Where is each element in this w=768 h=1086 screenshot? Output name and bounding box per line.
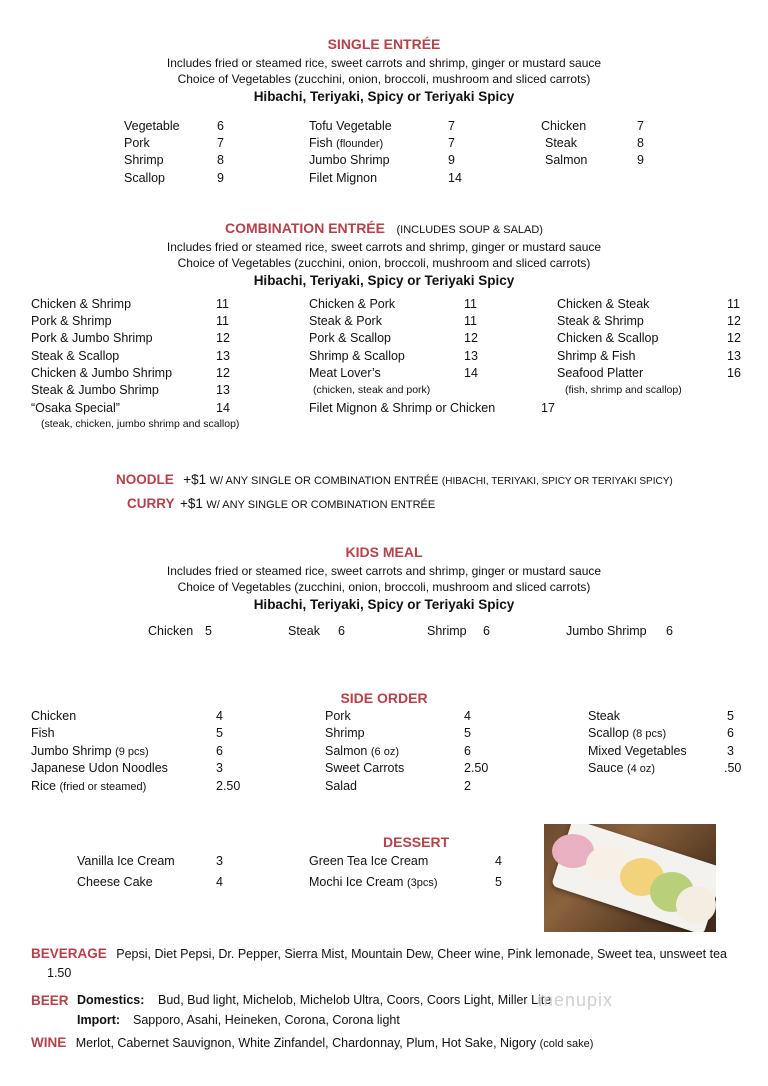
noodle-upcharge <box>116 472 673 487</box>
menu-item-price: 5 <box>216 726 223 740</box>
menu-item-price: 7 <box>448 119 455 133</box>
noodle-price: +$1 <box>183 472 207 487</box>
single-entree-title: SINGLE ENTRÉE <box>327 36 441 52</box>
menu-item-name: Shrimp <box>124 153 164 167</box>
menu-item-name: Shrimp & Scallop <box>309 349 405 363</box>
wine-list: Merlot, Cabernet Sauvignon, White Zinfandel, Chardonnay, Plum, Hot Sake, Nigory <box>75 1036 537 1050</box>
menu-item-name: Chicken & Jumbo Shrimp <box>31 366 173 380</box>
menu-item-name: Jumbo Shrimp <box>309 153 390 167</box>
menu-item-name: Salmon <box>545 153 588 167</box>
menu-item-name: Pork <box>124 136 150 150</box>
menu-item-label: Scallop <box>588 726 629 740</box>
menu-item-name <box>588 726 666 740</box>
menu-item-note: (4 oz) <box>626 763 656 775</box>
menu-item-name: Shrimp <box>427 624 467 638</box>
menu-item-price: 11 <box>464 297 477 311</box>
menu-item-price: 5 <box>464 726 471 740</box>
noodle-text: W/ ANY SINGLE OR COMBINATION ENTRÉE <box>209 475 439 487</box>
menu-item-name: Pork <box>325 709 351 723</box>
menu-item-name: Chicken <box>148 624 194 638</box>
single-entree-desc-2: Choice of Vegetables (zucchini, onion, broccoli, mushroom and sliced carrots) <box>177 72 591 86</box>
menu-item-price: 9 <box>217 171 224 185</box>
menu-item-price: 14 <box>448 171 462 185</box>
menu-item-price: 5 <box>727 709 734 723</box>
menu-item-price: 6 <box>338 624 345 638</box>
menu-item-name: Vegetable <box>124 119 180 133</box>
wine-line <box>31 1035 593 1050</box>
beverage-label: BEVERAGE <box>31 946 107 961</box>
menu-item-name: Steak <box>545 136 577 150</box>
menu-item-price: 7 <box>637 119 644 133</box>
menu-item-price: 5 <box>495 875 502 889</box>
menu-item-price: 13 <box>216 349 230 363</box>
menu-item-price: 6 <box>483 624 490 638</box>
beer-label: BEER <box>31 993 69 1008</box>
combo-entree-desc-1: Includes fried or steamed rice, sweet carrots and shrimp, ginger or mustard sauce <box>166 240 602 254</box>
kids-meal-title: KIDS MEAL <box>345 544 423 560</box>
menu-item-price: 6 <box>464 744 471 758</box>
menu-item-label: Salmon <box>325 744 368 758</box>
menu-item-name: Pork & Scallop <box>309 331 391 345</box>
menu-item-price: 4 <box>216 875 223 889</box>
dessert-title: DESSERT <box>383 834 450 850</box>
curry-price: +$1 <box>180 496 203 511</box>
beverage-list: Pepsi, Diet Pepsi, Dr. Pepper, Sierra Mist, Mountain Dew, Cheer wine, Pink lemonade, Sweet tea, unsweet tea <box>116 947 727 961</box>
curry-text: W/ ANY SINGLE OR COMBINATION ENTRÉE <box>206 499 436 511</box>
menu-item-name: “Osaka Special” <box>31 401 120 415</box>
menu-item-note: (9 pcs) <box>115 746 149 758</box>
menu-item-note: (8 pcs) <box>632 728 667 740</box>
menu-item-name: Filet Mignon & Shrimp or Chicken <box>309 401 496 415</box>
menu-item-price: 9 <box>637 153 644 167</box>
menu-item-price: 4 <box>495 854 502 868</box>
menu-item-price: 6 <box>727 726 734 740</box>
menu-item-price: 11 <box>727 297 740 311</box>
menu-item-label: Jumbo Shrimp <box>31 744 112 758</box>
menu-item-name: Cheese Cake <box>77 875 153 889</box>
beer-import-list: Sapporo, Asahi, Heineken, Corona, Corona light <box>133 1013 400 1027</box>
menu-item-price: 2.50 <box>216 779 241 793</box>
single-entree-desc-1: Includes fried or steamed rice, sweet carrots and shrimp, ginger or mustard sauce <box>166 56 602 70</box>
menu-item-name <box>325 744 399 758</box>
menu-item-name: Steak & Pork <box>309 314 382 328</box>
menu-item-note: (6 oz) <box>370 746 399 758</box>
menu-item-price: 7 <box>448 136 455 150</box>
combo-entree-title: COMBINATION ENTRÉE <box>225 220 385 236</box>
menu-item-name: Sweet Carrots <box>325 761 405 775</box>
menu-item-label: Mochi Ice Cream <box>309 875 404 889</box>
menu-item-name: Salad <box>325 779 357 793</box>
menu-item-price: 13 <box>727 349 741 363</box>
menu-item-price: 5 <box>205 624 212 638</box>
menu-item-name: Pork & Jumbo Shrimp <box>31 331 153 345</box>
menu-item-note: (3pcs) <box>406 877 438 889</box>
curry-upcharge <box>127 496 435 511</box>
combo-entree-styles: Hibachi, Teriyaki, Spicy or Teriyaki Spicy <box>253 273 515 288</box>
menu-item-name: Mixed Vegetables <box>588 744 687 758</box>
menu-item-price: 3 <box>216 761 223 775</box>
menu-item-price: 12 <box>464 331 478 345</box>
menu-item-name: Chicken <box>541 119 587 133</box>
menu-item-note: (flounder) <box>336 138 384 150</box>
menu-item-name: Seafood Platter <box>557 366 644 380</box>
menu-item-price: 7 <box>217 136 224 150</box>
menu-item-note: (fish, shrimp and scallop) <box>565 384 682 396</box>
beer-import-line <box>77 1013 400 1027</box>
beverage-line <box>31 946 727 961</box>
menu-item-price: 14 <box>464 366 478 380</box>
beverage-price: 1.50 <box>47 966 72 980</box>
wine-label: WINE <box>31 1035 67 1050</box>
menu-item-price: 3 <box>727 744 734 758</box>
menu-item-label: Sauce <box>588 761 624 775</box>
menu-item-price: 13 <box>464 349 478 363</box>
combo-entree-heading <box>0 220 768 236</box>
menu-item-price: 6 <box>216 744 223 758</box>
menu-item-name: Scallop <box>124 171 165 185</box>
menu-item-name: Chicken & Shrimp <box>31 297 132 311</box>
menu-item-name: Chicken & Steak <box>557 297 650 311</box>
menu-item-price: 2.50 <box>464 761 489 775</box>
menu-item-name <box>309 136 383 150</box>
noodle-note: (HIBACHI, TERIYAKI, SPICY OR TERIYAKI SPICY) <box>441 476 673 487</box>
combo-entree-desc-2: Choice of Vegetables (zucchini, onion, broccoli, mushroom and sliced carrots) <box>177 256 591 270</box>
curry-label: CURRY <box>127 496 175 511</box>
mochi-photo <box>544 824 716 932</box>
menu-item-price: 4 <box>216 709 223 723</box>
beer-domestic-line <box>77 993 551 1007</box>
menu-item-name <box>31 744 149 758</box>
menu-item-price: 4 <box>464 709 471 723</box>
menu-item-price: 12 <box>727 314 741 328</box>
menu-item-name: Japanese Udon Noodles <box>31 761 168 775</box>
kids-meal-styles: Hibachi, Teriyaki, Spicy or Teriyaki Spicy <box>253 597 515 612</box>
beer-import-label: Import: <box>77 1013 121 1027</box>
menu-item-label: Rice <box>31 779 57 793</box>
kids-meal-desc-2: Choice of Vegetables (zucchini, onion, broccoli, mushroom and sliced carrots) <box>177 580 591 594</box>
beer-domestic-list: Bud, Bud light, Michelob, Michelob Ultra, Coors, Coors Light, Miller Lite <box>158 993 552 1007</box>
side-order-title: SIDE ORDER <box>340 690 428 706</box>
menu-item-name: Steak & Scallop <box>31 349 120 363</box>
menu-item-name: Jumbo Shrimp <box>566 624 647 638</box>
menu-item-name: Steak <box>288 624 320 638</box>
menu-item-price: 6 <box>666 624 673 638</box>
menu-item-name <box>31 779 146 793</box>
menu-item-name: Pork & Shrimp <box>31 314 112 328</box>
wine-note: (cold sake) <box>539 1038 594 1050</box>
menu-item-name: Shrimp <box>325 726 365 740</box>
menu-item-note: (chicken, steak and pork) <box>313 384 431 396</box>
single-entree-styles: Hibachi, Teriyaki, Spicy or Teriyaki Spicy <box>253 89 515 104</box>
menu-item-name: Steak & Shrimp <box>557 314 644 328</box>
menu-item-price: 2 <box>464 779 471 793</box>
menu-item-price: 17 <box>541 401 555 415</box>
menu-item-name: Tofu Vegetable <box>309 119 392 133</box>
menu-item-price: 3 <box>216 854 223 868</box>
menu-item-price: 11 <box>216 314 229 328</box>
combo-entree-note: (INCLUDES SOUP & SALAD) <box>396 224 543 236</box>
noodle-label: NOODLE <box>116 472 174 487</box>
menu-item-name: Shrimp & Fish <box>557 349 636 363</box>
menu-item-name: Filet Mignon <box>309 171 378 185</box>
menu-item-price: 16 <box>727 366 741 380</box>
menu-item-price: 6 <box>217 119 224 133</box>
watermark-logo: menupix <box>538 990 614 1010</box>
menu-item-name: Vanilla Ice Cream <box>77 854 175 868</box>
menu-item-price: 9 <box>448 153 455 167</box>
mochi-cream-shape <box>676 886 716 924</box>
menu-item-price: 8 <box>637 136 644 150</box>
menu-item-name: Chicken <box>31 709 77 723</box>
kids-meal-desc-1: Includes fried or steamed rice, sweet carrots and shrimp, ginger or mustard sauce <box>166 564 602 578</box>
menu-item-name: Green Tea Ice Cream <box>309 854 429 868</box>
menu-item-price: 11 <box>464 314 477 328</box>
menu-item-name <box>588 761 655 775</box>
menu-item-note: (steak, chicken, jumbo shrimp and scallop) <box>41 418 240 430</box>
menu-item-price: 8 <box>217 153 224 167</box>
menu-item-price: 14 <box>216 401 230 415</box>
menu-item-label: Fish <box>309 136 333 150</box>
menu-item-name: Chicken & Scallop <box>557 331 659 345</box>
menu-item-name: Fish <box>31 726 55 740</box>
menu-item-name <box>309 875 438 889</box>
menu-item-price: 11 <box>216 297 229 311</box>
menu-item-name: Chicken & Pork <box>309 297 396 311</box>
menu-item-price: 12 <box>216 331 230 345</box>
menu-item-price: .50 <box>724 761 742 775</box>
menu-item-price: 13 <box>216 383 230 397</box>
menu-item-price: 12 <box>727 331 741 345</box>
menu-item-price: 12 <box>216 366 230 380</box>
menu-item-note: (fried or steamed) <box>59 781 147 793</box>
menu-item-name: Steak <box>588 709 620 723</box>
beer-domestic-label: Domestics: <box>77 993 145 1007</box>
menu-item-name: Meat Lover’s <box>309 366 381 380</box>
menu-item-name: Steak & Jumbo Shrimp <box>31 383 159 397</box>
